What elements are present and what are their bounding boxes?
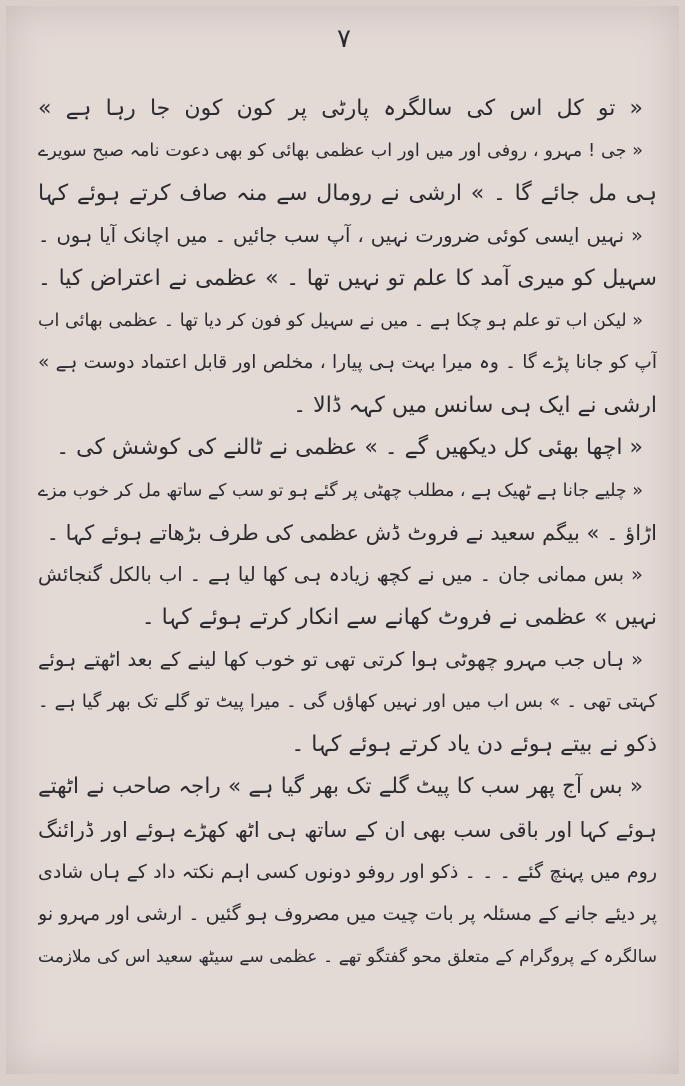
text-line: کہتی تھی ۔ » بس اب میں اور نہیں کھاؤں گی ۔ میرا پیٹ تو گلے تک بھر گیا ہے ۔ xyxy=(38,691,657,713)
text-line: نہیں » عظمی نے فروٹ کھانے سے انکار کرتے ہوئے کہا ۔ xyxy=(141,604,657,630)
page-number: ٧ xyxy=(337,24,351,54)
text-line: آپ کو جانا پڑے گا ۔ وہ میرا بہت ہی پیارا ، مخلص اور قابل اعتماد دوست ہے » xyxy=(38,352,657,374)
text-line: ارشی نے ایک ہی سانس میں کہہ ڈالا ۔ xyxy=(293,392,657,418)
text-line: پر دیئے جانے کے مسئلہ پر بات چیت میں مصروف ہو گئیں ۔ ارشی اور مہرو نو xyxy=(38,903,657,926)
book-page xyxy=(6,6,679,1074)
text-line: « بس آج پھر سب کا پیٹ گلے تک بھر گیا ہے » راجہ صاحب نے اٹھتے xyxy=(38,774,643,800)
page-text xyxy=(38,88,657,978)
text-line: سالگرہ کے پروگرام کے متعلق محو گفتگو تھے ۔ عظمی سے سیٹھ سعید اس کی ملازمت xyxy=(38,946,657,967)
text-line: ہی مل جائے گا ۔ » ارشی نے رومال سے منہ صاف کرتے ہوئے کہا xyxy=(38,180,657,206)
text-line: ذکو نے بیتے ہوئے دن یاد کرتے ہوئے کہا ۔ xyxy=(291,731,657,757)
text-line: « جی ! مہرو ، روفی اور میں اور اب عظمی بھائی کو بھی دعوت نامہ صبح سویرے xyxy=(38,141,643,162)
text-line: « ہاں جب مہرو چھوٹی ہوا کرتی تھی تو خوب کھا لینے کے بعد اٹھتے ہوئے xyxy=(38,648,643,672)
text-line: سہیل کو میری آمد کا علم تو نہیں تھا ۔ » عظمی نے اعتراض کیا ۔ xyxy=(38,265,657,291)
text-line: « نہیں ایسی کوئی ضرورت نہیں ، آپ سب جائیں ۔ میں اچانک آیا ہوں ۔ xyxy=(38,224,643,248)
text-line: « چلیے جانا ہے ٹھیک ہے ، مطلب چھٹی پر گئے ہو تو سب کے ساتھ مل کر خوب مزے xyxy=(38,480,643,501)
text-line: « تو کل اس کی سالگرہ پارٹی پر کون کون جا رہا ہے » xyxy=(38,96,643,121)
text-line: اڑاؤ ۔ » بیگم سعید نے فروٹ ڈش عظمی کی طرف بڑھاتے ہوئے کہا ۔ xyxy=(46,520,657,545)
text-line: « بس ممانی جان ۔ میں نے کچھ زیادہ ہی کھا لیا ہے ۔ اب بالکل گنجائش xyxy=(38,563,643,587)
text-line: « اچھا بھئی کل دیکھیں گے ۔ » عظمی نے ٹالنے کی کوشش کی ۔ xyxy=(56,435,643,461)
text-line: روم میں پہنچ گئے ۔ ۔ ۔ ذکو اور روفو دونوں کسی اہم نکتہ داد کے ہاں شادی xyxy=(38,861,657,884)
text-line: ہوئے کہا اور باقی سب بھی ان کے ساتھ ہی اٹھ کھڑے ہوئے اور ڈرائنگ xyxy=(38,817,657,842)
text-line: « لیکن اب تو علم ہو چکا ہے ۔ میں نے سہیل کو فون کر دیا تھا ۔ عظمی بھائی اب xyxy=(38,310,643,331)
